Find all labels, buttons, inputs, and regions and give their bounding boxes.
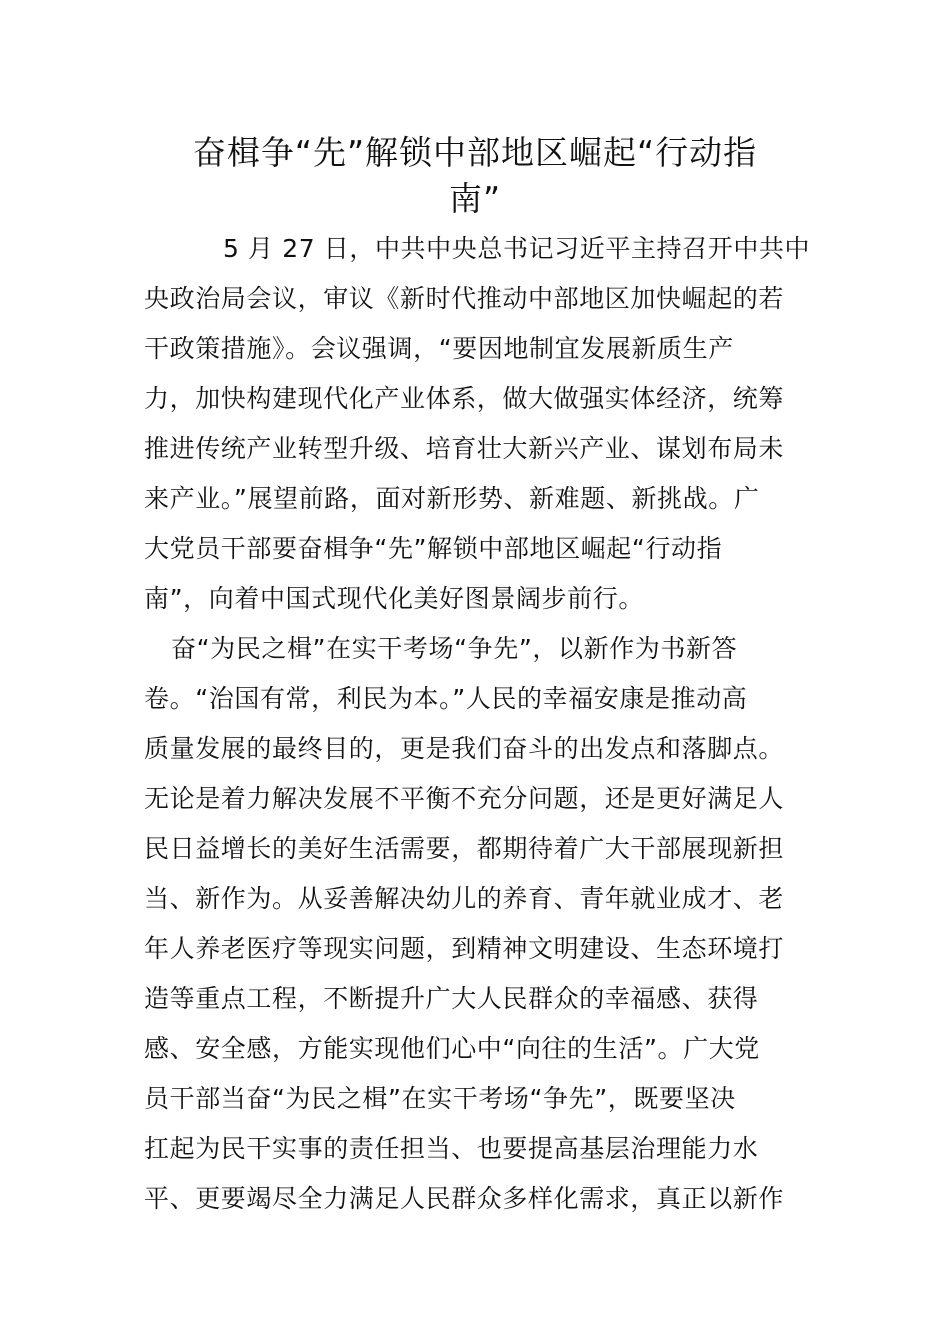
body-line-2: 央政治局会议，审议《新时代推动中部地区加快崛起的若 bbox=[144, 284, 785, 313]
body-line-1: 5 月 27 日，中共中央总书记习近平主持召开中共中 bbox=[223, 234, 811, 263]
body-line-8: 南”，向着中国式现代化美好图景阔步前行。 bbox=[144, 584, 644, 613]
body-line-15: 年人养老医疗等现实问题，到精神文明建设、生态环境打 bbox=[144, 934, 785, 963]
body-line-6: 来产业。”展望前路，面对新形势、新难题、新挑战。广 bbox=[144, 484, 760, 513]
body-line-13: 民日益增长的美好生活需要，都期待着广大干部展现新担 bbox=[144, 834, 785, 863]
body-line-20: 平、更要竭尽全力满足人民群众多样化需求，真正以新作 bbox=[144, 1184, 785, 1213]
body-line-11: 质量发展的最终目的，更是我们奋斗的出发点和落脚点。 bbox=[144, 734, 785, 763]
body-line-5: 推进传统产业转型升级、培育壮大新兴产业、谋划布局未 bbox=[144, 434, 785, 463]
body-line-9: 奋“为民之楫”在实干考场“争先”，以新作为书新答 bbox=[171, 634, 738, 663]
body-line-16: 造等重点工程，不断提升广大人民群众的幸福感、获得 bbox=[144, 984, 759, 1013]
document-title-line-1: 奋楫争“先”解锁中部地区崛起“行动指 bbox=[192, 133, 758, 172]
body-line-17: 感、安全感，方能实现他们心中“向往的生活”。广大党 bbox=[144, 1034, 760, 1063]
body-line-10: 卷。“治国有常，利民为本。”人民的幸福安康是推动高 bbox=[144, 684, 748, 713]
body-line-7: 大党员干部要奋楫争“先”解锁中部地区崛起“行动指 bbox=[144, 534, 723, 563]
body-line-14: 当、新作为。从妥善解决幼儿的养育、青年就业成才、老 bbox=[144, 884, 785, 913]
document-title-line-2: 南” bbox=[448, 179, 502, 218]
body-line-4: 力，加快构建现代化产业体系，做大做强实体经济，统筹 bbox=[144, 384, 785, 413]
body-line-19: 扛起为民干实事的责任担当、也要提高基层治理能力水 bbox=[144, 1134, 759, 1163]
body-line-18: 员干部当奋“为民之楫”在实干考场“争先”，既要坚决 bbox=[144, 1084, 736, 1113]
body-line-3: 干政策措施》。会议强调，“要因地制宜发展新质生产 bbox=[144, 334, 734, 363]
body-line-12: 无论是着力解决发展不平衡不充分问题，还是更好满足人 bbox=[144, 784, 785, 813]
